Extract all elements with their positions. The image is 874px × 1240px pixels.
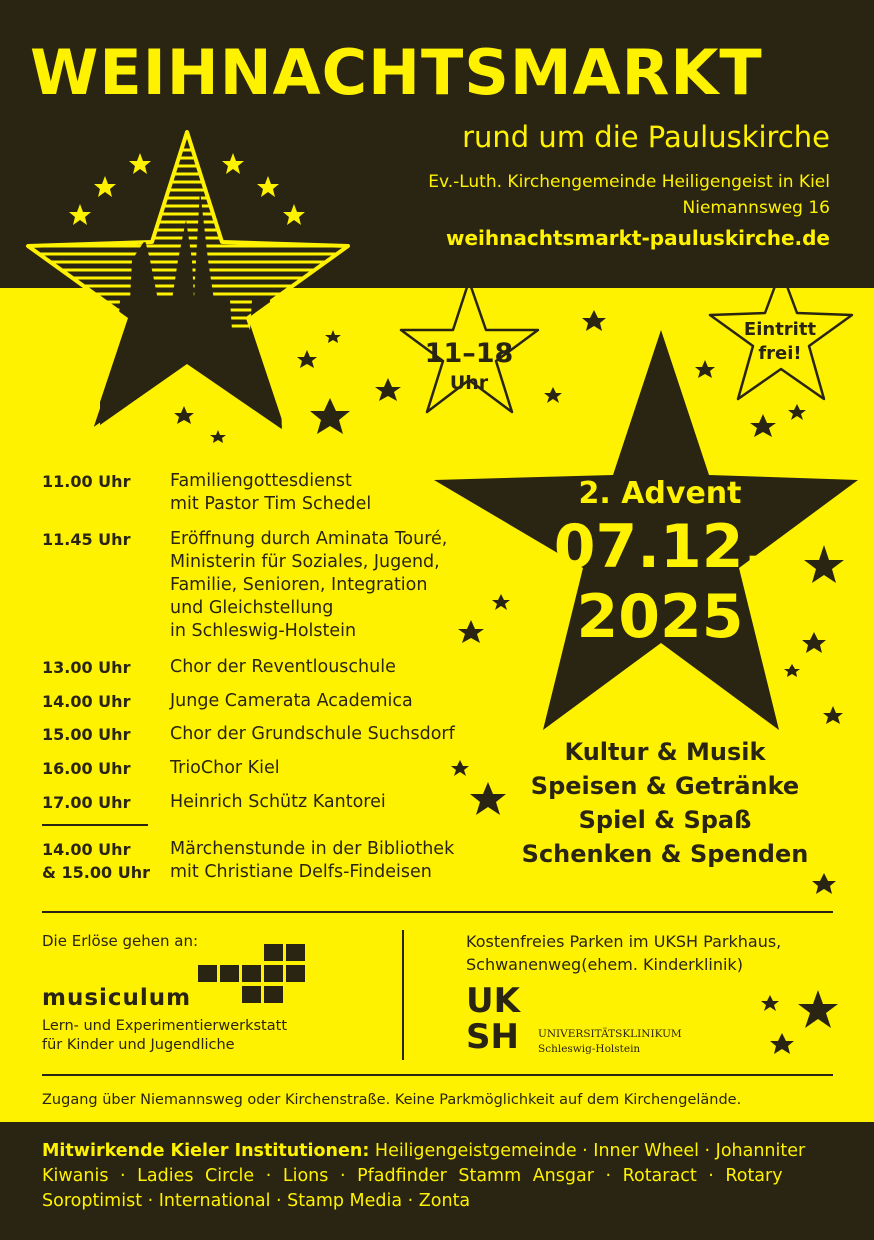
program-line: in Schleswig-Holstein — [170, 621, 357, 641]
institutions-line: Kiwanis · Ladies Circle · Lions · Pfadfinder Stamm Ansgar · Rotaract · Rotary — [42, 1166, 783, 1186]
organizer: Ev.-Luth. Kirchengemeinde Heiligengeist in Kiel — [428, 172, 830, 192]
program-time: 15.00 Uhr — [42, 725, 131, 744]
section-divider — [42, 1074, 833, 1076]
feature-item: Spiel & Spaß — [578, 806, 752, 834]
parking-line: Schwanenweg(ehem. Kinderklinik) — [466, 955, 743, 974]
institutions-line: Soroptimist · International · Stamp Media · Zonta — [42, 1191, 471, 1211]
hours-text: 11–18 — [424, 338, 514, 369]
institutions-list: Heiligengeistgemeinde · Inner Wheel · Johanniter — [374, 1141, 806, 1161]
program-line: mit Pastor Tim Schedel — [170, 494, 372, 514]
uksh-logo-top: UK — [466, 981, 520, 1021]
feature-item: Speisen & Getränke — [530, 772, 800, 800]
program-desc: Chor der Grundschule Suchsdorf — [170, 724, 455, 744]
event-year: 2025 — [576, 582, 744, 652]
program-line: Ministerin für Soziales, Jugend, — [170, 552, 440, 572]
page-title: WEIHNACHTSMARKT — [30, 36, 763, 109]
subtitle: rund um die Pauluskirche — [462, 120, 830, 154]
musiculum-subtitle: für Kinder und Jugendliche — [42, 1037, 235, 1053]
extra-line: mit Christiane Delfs-Findeisen — [170, 862, 432, 882]
entry-badge — [718, 318, 842, 366]
extra-time — [42, 840, 150, 882]
uksh-name: UNIVERSITÄTSKLINIKUM — [538, 1028, 682, 1040]
program-time: 11.00 Uhr — [42, 472, 131, 491]
program-time: 17.00 Uhr — [42, 793, 131, 812]
program-desc: Chor der Reventlouschule — [170, 657, 396, 677]
access-note: Zugang über Niemannsweg oder Kirchenstraße. Keine Parkmöglichkeit auf dem Kirchengelände. — [42, 1092, 742, 1108]
event-date: 07.12. — [553, 512, 767, 582]
proceeds-label: Die Erlöse gehen an: — [42, 932, 199, 950]
extra-time-line: & 15.00 Uhr — [42, 863, 150, 882]
website-link[interactable]: weihnachtsmarkt-pauluskirche.de — [446, 226, 830, 250]
uksh-logo-bottom: SH — [466, 1017, 519, 1057]
entry-line-2: frei! — [758, 343, 802, 364]
musiculum-subtitle: Lern- und Experimentierwerkstatt — [42, 1018, 287, 1034]
program-desc — [170, 528, 447, 643]
program-desc — [170, 470, 371, 516]
program-divider — [42, 824, 148, 826]
vertical-divider — [402, 930, 404, 1060]
entry-line-1: Eintritt — [743, 319, 817, 340]
feature-item: Kultur & Musik — [564, 738, 766, 766]
program-time: 11.45 Uhr — [42, 530, 131, 549]
program-line: Eröffnung durch Aminata Touré, — [170, 529, 448, 549]
program-desc: Junge Camerata Academica — [170, 691, 413, 711]
program-line: und Gleichstellung — [170, 598, 334, 618]
musiculum-logo-icon — [198, 944, 305, 1003]
program-time: 13.00 Uhr — [42, 658, 131, 677]
program-time: 16.00 Uhr — [42, 759, 131, 778]
extra-time-line: 14.00 Uhr — [42, 840, 131, 859]
address: Niemannsweg 16 — [682, 198, 830, 218]
institutions-label: Mitwirkende Kieler Institutionen: — [42, 1141, 370, 1161]
hours-unit: Uhr — [449, 372, 489, 394]
event-occasion: 2. Advent — [578, 476, 742, 511]
program-desc: TrioChor Kiel — [170, 758, 280, 778]
musiculum-name: musiculum — [42, 985, 192, 1011]
extra-desc — [170, 838, 454, 884]
program-desc: Heinrich Schütz Kantorei — [170, 792, 386, 812]
uksh-region: Schleswig-Holstein — [538, 1043, 641, 1055]
program-line: Familiengottesdienst — [170, 471, 352, 491]
institutions-line — [42, 1141, 832, 1161]
parking-line: Kostenfreies Parken im UKSH Parkhaus, — [466, 932, 782, 951]
feature-item: Schenken & Spenden — [521, 840, 809, 868]
church-star-icon — [20, 132, 360, 440]
program-time: 14.00 Uhr — [42, 692, 131, 711]
extra-line: Märchenstunde in der Bibliothek — [170, 839, 455, 859]
section-divider — [42, 911, 833, 913]
program-line: Familie, Senioren, Integration — [170, 575, 428, 595]
